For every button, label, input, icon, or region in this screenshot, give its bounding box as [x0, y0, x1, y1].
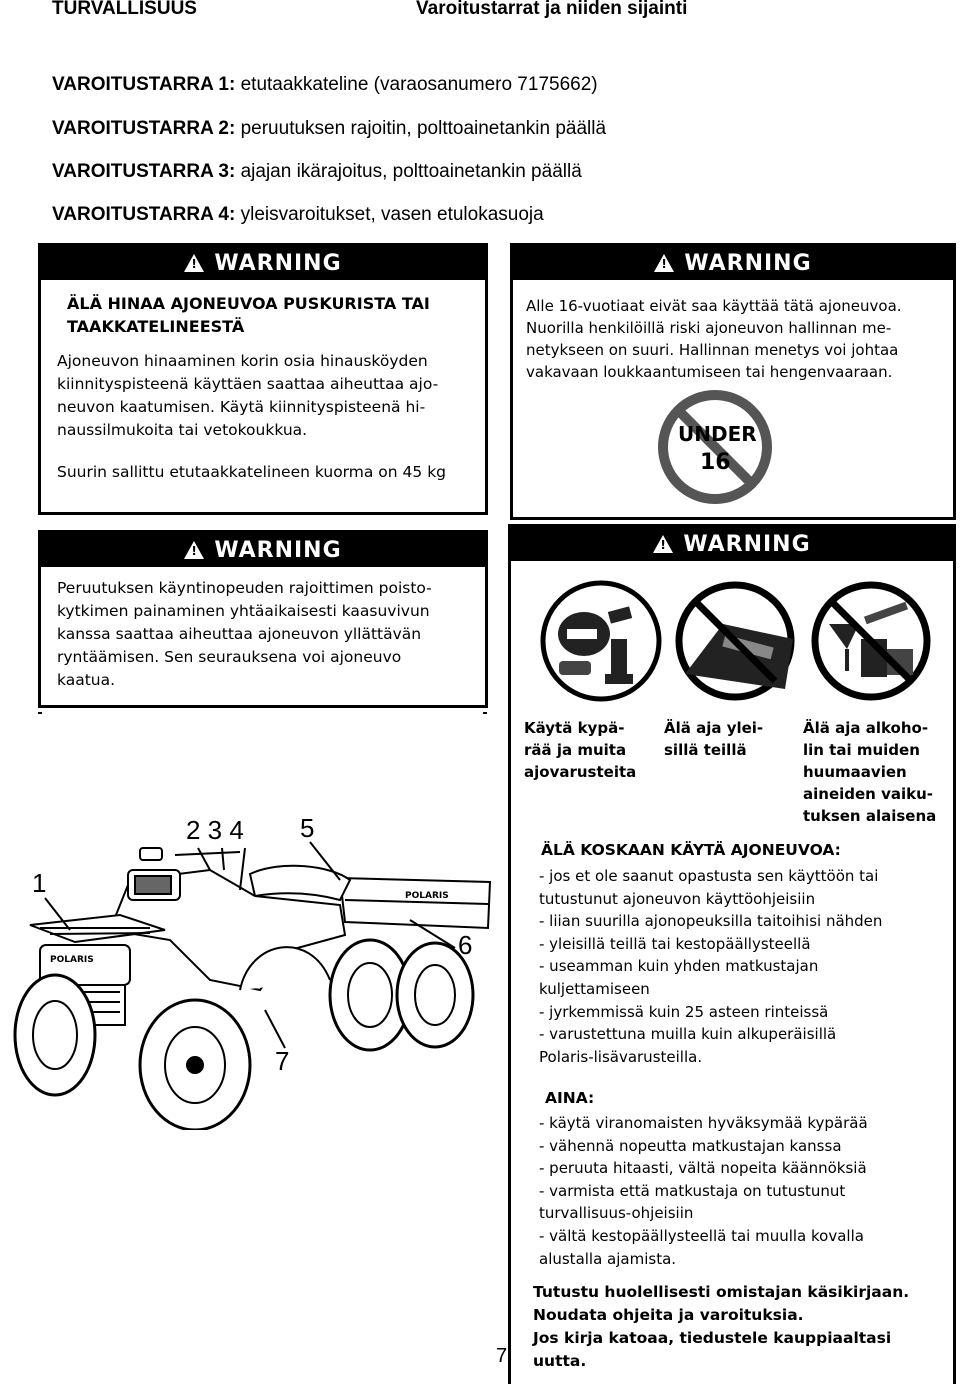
no-alcohol-drugs-icon — [809, 579, 933, 703]
never-item: - useamman kuin yhden matkustajan — [539, 957, 819, 976]
never-item: tutustunut ajoneuvon käyttöohjeisiin — [539, 889, 816, 908]
always-item: - vältä kestopäällysteellä tai muulla kovalla — [539, 1226, 864, 1245]
helmet-gear-icon — [539, 579, 663, 703]
label2-line: ryntäämisen. Sen seurauksena voi ajoneuvo — [57, 648, 402, 666]
label2-line: kaatua. — [57, 671, 116, 689]
divider — [483, 712, 487, 714]
caption-line: Älä aja ylei- — [664, 719, 764, 737]
warning-word: WARNING — [683, 531, 811, 557]
always-item: - vähennä nopeutta matkustajan kanssa — [539, 1136, 842, 1155]
label1-title-1: ÄLÄ HINAA AJONEUVOA PUSKURISTA TAI — [67, 294, 430, 313]
warning-triangle-icon — [653, 535, 673, 553]
decal-line-3 — [52, 161, 582, 183]
manual-note-line: Jos kirja katoaa, tiedustele kauppiaaltasi — [533, 1329, 892, 1347]
warning-word: WARNING — [684, 250, 812, 276]
callout-7: 7 — [275, 1046, 290, 1076]
callout-1: 1 — [32, 868, 47, 898]
never-item: kuljettamiseen — [539, 979, 650, 998]
warning-label-age — [510, 243, 956, 520]
manual-note — [533, 1281, 909, 1373]
never-item: - liian suurilla ajonopeuksilla taitoihisi nähden — [539, 912, 883, 931]
decal-label: VAROITUSTARRA 1: — [52, 74, 236, 95]
warning-word: WARNING — [214, 537, 342, 563]
never-item: Polaris-lisävarusteilla. — [539, 1047, 703, 1066]
warning-label-general — [508, 524, 956, 1384]
always-item: - käytä viranomaisten hyväksymää kypärää — [539, 1114, 868, 1132]
caption-line: sillä teillä — [664, 741, 747, 759]
label1-line: kiinnityspisteenä käyttäen saattaa aiheuttaa ajo- — [57, 375, 439, 393]
page-number: 7 — [496, 1345, 508, 1367]
never-item: - jyrkemmissä kuin 25 asteen rinteissä — [539, 1002, 829, 1021]
label3-line: netykseen on suuri. Hallinnan menetys voi johtaa — [526, 341, 899, 359]
decal-text: yleisvaroitukset, vasen etulokasuoja — [240, 204, 544, 225]
warning-label-tow — [38, 243, 488, 515]
always-item: alustalla ajamista. — [539, 1249, 677, 1268]
warning-header — [41, 246, 485, 280]
label2-line: kanssa saattaa aiheuttaa ajoneuvon yllättävän — [57, 625, 422, 643]
warning-triangle-icon — [654, 254, 674, 272]
atv-diagram — [10, 810, 500, 1130]
decal-label: VAROITUSTARRA 3: — [52, 161, 236, 182]
caption-line: huumaavien — [803, 763, 907, 781]
caption-line: rää ja muita — [524, 741, 627, 759]
manual-note-line: Noudata ohjeita ja varoituksia. — [533, 1306, 804, 1324]
warning-word: WARNING — [214, 250, 342, 276]
never-item: - yleisillä teillä tai kestopäällysteellä — [539, 934, 811, 953]
pictogram-caption-2 — [664, 717, 763, 761]
callout-6: 6 — [458, 930, 473, 960]
decal-line-2 — [52, 118, 606, 140]
callout-2-3-4: 2 3 4 — [186, 815, 244, 845]
always-item: turvallisuus-ohjeisiin — [539, 1204, 694, 1223]
label1-title-2: TAAKKATELINEESTÄ — [67, 317, 245, 336]
never-item: - jos et ole saanut opastusta sen käyttöön tai — [539, 867, 879, 885]
under-16-prohibition-icon — [656, 388, 774, 506]
manual-note-line: uutta. — [533, 1352, 587, 1370]
caption-line: aineiden vaiku- — [803, 785, 933, 803]
pictogram-caption-1 — [524, 717, 636, 783]
page-heading: Varoitustarrat ja niiden sijainti — [416, 0, 688, 19]
label3-line: vakavaan loukkaantumiseen tai hengenvaaraan. — [526, 363, 893, 381]
always-title: AINA: — [545, 1089, 595, 1107]
caption-line: lin tai muiden — [803, 741, 920, 759]
label1-limit: Suurin sallittu etutaakkatelineen kuorma on 45 kg — [57, 463, 447, 481]
caption-line: Käytä kypä- — [524, 719, 625, 737]
warning-header — [513, 246, 953, 280]
under-text: UNDER — [678, 422, 757, 446]
decal-line-1 — [52, 74, 598, 96]
always-item: - varmista että matkustaja on tutustunut — [539, 1181, 846, 1200]
divider — [38, 712, 42, 714]
decal-line-4 — [52, 204, 544, 226]
label3-line: Nuorilla henkilöillä riski ajoneuvon hallinnan me- — [526, 319, 892, 337]
always-item: - peruuta hitaasti, vältä nopeita käännöksiä — [539, 1159, 867, 1178]
caption-line: Älä aja alkoho- — [803, 719, 929, 737]
warning-triangle-icon — [184, 541, 204, 559]
label1-line: neuvon kaatumisen. Käytä kiinnityspisteenä hi- — [57, 398, 426, 416]
brand-logo-text: POLARIS — [405, 891, 449, 901]
decal-text: ajajan ikärajoitus, polttoainetankin päällä — [240, 161, 582, 182]
age-text: 16 — [700, 450, 731, 475]
warning-header — [41, 533, 485, 567]
warning-label-reverse — [38, 530, 488, 708]
never-title: ÄLÄ KOSKAAN KÄYTÄ AJONEUVOA: — [541, 841, 841, 859]
never-item: - varustettuna muilla kuin alkuperäisillä — [539, 1025, 837, 1044]
decal-text: peruutuksen rajoitin, polttoainetankin päällä — [240, 118, 607, 139]
caption-line: ajovarusteita — [524, 763, 637, 781]
always-list — [539, 1112, 868, 1270]
label3-line: Alle 16-vuotiaat eivät saa käyttää tätä ajoneuvoa. — [526, 297, 902, 315]
callout-5: 5 — [300, 813, 315, 843]
label1-line: naussilmukoita tai vetokoukkua. — [57, 421, 308, 439]
brand-logo-text-front: POLARIS — [50, 955, 94, 965]
warning-triangle-icon — [184, 254, 204, 272]
decal-label: VAROITUSTARRA 2: — [52, 118, 236, 139]
never-list — [539, 865, 882, 1068]
label1-line: Ajoneuvon hinaaminen korin osia hinausköyden — [57, 352, 428, 370]
decal-text: etutaakkateline (varaosanumero 7175662) — [240, 74, 598, 95]
no-public-road-icon — [673, 579, 797, 703]
label2-line: kytkimen painaminen yhtäaikaisesti kaasuvivun — [57, 602, 430, 620]
warning-header — [511, 527, 953, 561]
manual-note-line: Tutustu huolellisesti omistajan käsikirjaan. — [533, 1283, 910, 1301]
label2-line: Peruutuksen käyntinopeuden rajoittimen poisto- — [57, 579, 432, 597]
decal-label: VAROITUSTARRA 4: — [52, 204, 236, 225]
pictogram-caption-3 — [803, 717, 936, 827]
section-title: TURVALLISUUS — [52, 0, 197, 19]
caption-line: tuksen alaisena — [803, 807, 937, 825]
